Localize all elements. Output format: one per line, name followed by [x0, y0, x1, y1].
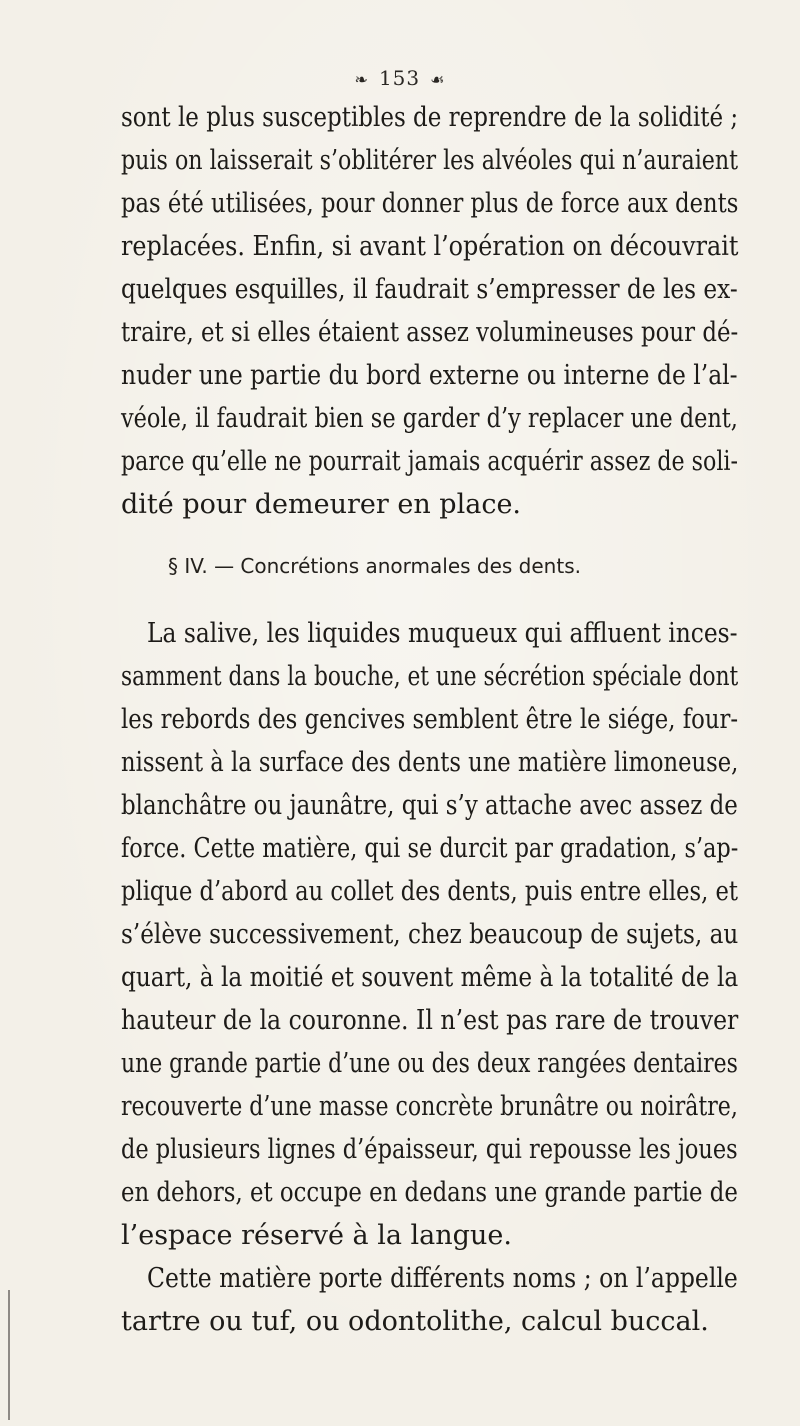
text-line: replacées. Enfin, si avant l’opération on découvrait	[121, 231, 739, 262]
text-line: sont le plus susceptibles de reprendre de la solidité ;	[121, 102, 739, 133]
text-line: véole, il faudrait bien se garder d’y replacer une dent,	[121, 403, 738, 434]
text-line: plique d’abord au collet des dents, puis entre elles, et	[121, 876, 738, 907]
text-line: quelques esquilles, il faudrait s’empresser de les ex-	[121, 274, 738, 305]
text-line: blanchâtre ou jaunâtre, qui s’y attache avec assez de	[121, 790, 738, 821]
text-line: tartre ou tuf, ou odontolithe, calcul buccal.	[121, 1306, 709, 1337]
text-line: dité pour demeurer en place.	[121, 489, 522, 520]
section-title: § IV. — Concrétions anormales des dents.	[168, 554, 581, 578]
text-line: pas été utilisées, pour donner plus de force aux dents	[121, 188, 739, 219]
text-line: nissent à la surface des dents une matière limoneuse,	[121, 747, 739, 778]
text-line: La salive, les liquides muqueux qui affluent inces-	[147, 618, 738, 649]
left-ornament-icon: ❧	[354, 70, 369, 89]
text-line: les rebords des gencives semblent être le siége, four-	[121, 704, 739, 735]
text-line: samment dans la bouche, et une sécrétion spéciale dont	[121, 661, 739, 692]
page-number: 153	[378, 66, 421, 90]
page-header	[0, 66, 800, 90]
text-line: une grande partie d’une ou des deux rangées dentaires	[121, 1048, 738, 1079]
text-line: traire, et si elles étaient assez volumineuses pour dé-	[121, 317, 739, 348]
text-line: s’élève successivement, chez beaucoup de sujets, au	[121, 919, 739, 950]
text-line: parce qu’elle ne pourrait jamais acquérir assez de soli-	[121, 446, 738, 477]
text-line: nuder une partie du bord externe ou interne de l’al-	[121, 360, 738, 391]
text-line: de plusieurs lignes d’épaisseur, qui repousse les joues	[121, 1134, 738, 1165]
text-line: Cette matière porte différents noms ; on l’appelle	[147, 1263, 738, 1294]
text-line: recouverte d’une masse concrète brunâtre ou noirâtre,	[121, 1091, 738, 1122]
text-line: hauteur de la couronne. Il n’est pas rare de trouver	[121, 1005, 739, 1036]
text-line: force. Cette matière, qui se durcit par gradation, s’ap-	[121, 833, 739, 864]
text-line: l’espace réservé à la langue.	[121, 1220, 512, 1251]
text-line: puis on laisserait s’oblitérer les alvéoles qui n’auraient	[121, 145, 739, 176]
text-line: en dehors, et occupe en dedans une grande partie de	[121, 1177, 738, 1208]
right-ornament-icon: ☙	[430, 70, 446, 89]
page-edge-mark	[8, 1290, 10, 1420]
text-line: quart, à la moitié et souvent même à la totalité de la	[121, 962, 739, 993]
